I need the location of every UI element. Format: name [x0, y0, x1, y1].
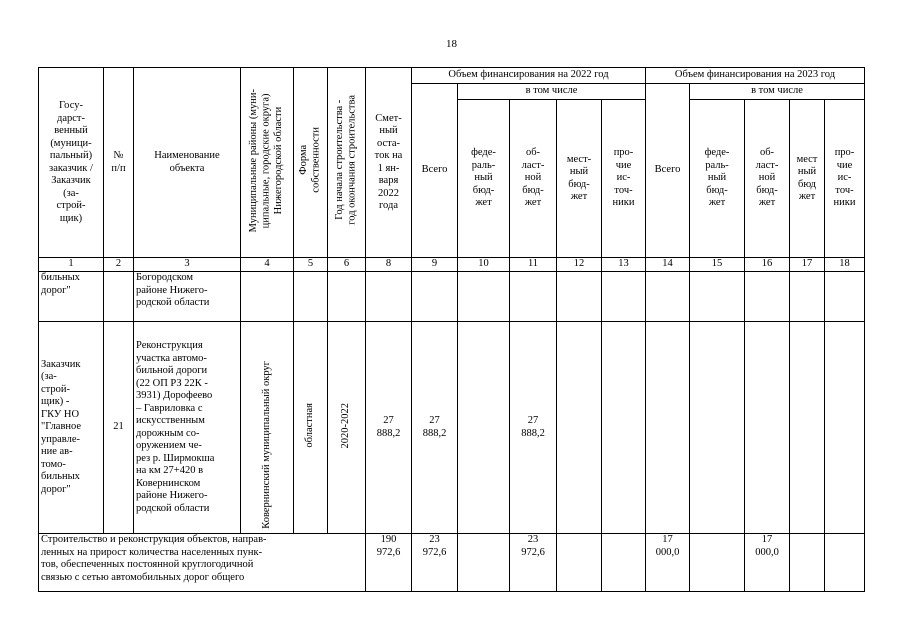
header-num: № п/п: [104, 68, 134, 258]
header-fin-2022: Объем финансирования на 2022 год: [412, 68, 646, 84]
header-years-cell: [328, 68, 366, 258]
header-total-2023: Всего: [646, 84, 690, 258]
row-district: Ковернинский муниципальный округ: [260, 360, 272, 529]
col-num: 11: [510, 258, 557, 272]
row-summary-balance: 190 972,6: [366, 534, 412, 592]
column-number-row: [39, 258, 865, 272]
row-summary-text: Строительство и реконструкция объектов, направ- ленных на прирост количества населенных пунк- тов, обеспеченных постоянной круглогодичной связью с сетью автомобильных дорог общего: [39, 534, 366, 592]
header-local-2022: мест- ный бюд- жет: [557, 100, 602, 258]
header-ownership: Форма собственности: [298, 127, 322, 194]
header-fin-2023: Объем финансирования на 2023 год: [646, 68, 865, 84]
row-regional-2022: 27 888,2: [510, 322, 557, 534]
col-num: 16: [745, 258, 790, 272]
col-num: 9: [412, 258, 458, 272]
col-num: 17: [790, 258, 825, 272]
header-regional-2023: об- ласт- ной бюд- жет: [745, 100, 790, 258]
financing-table: [38, 67, 865, 592]
row-ownership: областная: [304, 402, 316, 448]
header-federal-2023: феде- раль- ный бюд- жет: [690, 100, 745, 258]
row-object-name: Реконструкция участка автомо- бильной дороги (22 ОП РЗ 22К - 3931) Дорофеево – Гавриловка с искусственным дорожным со- оружением че- рез р. Ширмокша на км 27+420 в Ковернинском районе Нижего- родской области: [134, 322, 241, 534]
row-customer: бильных дорог": [39, 272, 104, 322]
col-num: 4: [241, 258, 294, 272]
col-num: 15: [690, 258, 745, 272]
header-other-2023: про- чие ис- точ- ники: [825, 100, 865, 258]
row-years: 2020-2022: [340, 402, 352, 448]
page-number: 18: [446, 38, 457, 50]
col-num: 13: [602, 258, 646, 272]
row-summary-regional-2023: 17 000,0: [745, 534, 790, 592]
col-num: 6: [328, 258, 366, 272]
col-num: 8: [366, 258, 412, 272]
row-balance: 27 888,2: [366, 322, 412, 534]
row-years-cell: [328, 322, 366, 534]
header-balance: Смет- ный оста- ток на 1 ян- варя 2022 года: [366, 68, 412, 258]
header-regional-2022: об- ласт- ной бюд- жет: [510, 100, 557, 258]
col-num: 5: [294, 258, 328, 272]
header-districts: Муниципальные районы (муни- ципальные, городские округа) Нижегородской области: [248, 88, 285, 232]
header-total-2022: Всего: [412, 84, 458, 258]
table-row: [39, 272, 865, 322]
row-district-cell: [241, 322, 294, 534]
row-total-2022: 27 888,2: [412, 322, 458, 534]
row-customer: Заказчик (за- строй- щик) - ГКУ НО "Главное управле- ние ав- томо- бильных дорог": [39, 322, 104, 534]
header-ownership-cell: [294, 68, 328, 258]
col-num: 14: [646, 258, 690, 272]
col-num: 18: [825, 258, 865, 272]
row-ownership-cell: [294, 322, 328, 534]
row-object-name: Богородском районе Нижего- родской области: [134, 272, 241, 322]
header-local-2023: мест ный бюд жет: [790, 100, 825, 258]
table-row: [39, 534, 865, 592]
row-summary-total-2023: 17 000,0: [646, 534, 690, 592]
header-other-2022: про- чие ис- точ- ники: [602, 100, 646, 258]
header-object-name: Наименование объекта: [134, 68, 241, 258]
table-row: [39, 322, 865, 534]
row-summary-regional-2022: 23 972,6: [510, 534, 557, 592]
header-years: Год начала строительства - год окончания строительства: [334, 95, 358, 226]
col-num: 2: [104, 258, 134, 272]
header-incl-2023: в том числе: [690, 84, 865, 100]
row-summary-total-2022: 23 972,6: [412, 534, 458, 592]
row-num: 21: [104, 322, 134, 534]
header-districts-cell: [241, 68, 294, 258]
col-num: 1: [39, 258, 104, 272]
col-num: 10: [458, 258, 510, 272]
col-num: 12: [557, 258, 602, 272]
header-federal-2022: феде- раль- ный бюд- жет: [458, 100, 510, 258]
col-num: 3: [134, 258, 241, 272]
header-incl-2022: в том числе: [458, 84, 646, 100]
header-customer: Госу- дарст- венный (муници- пальный) заказчик / Заказчик (за- строй- щик): [39, 68, 104, 258]
